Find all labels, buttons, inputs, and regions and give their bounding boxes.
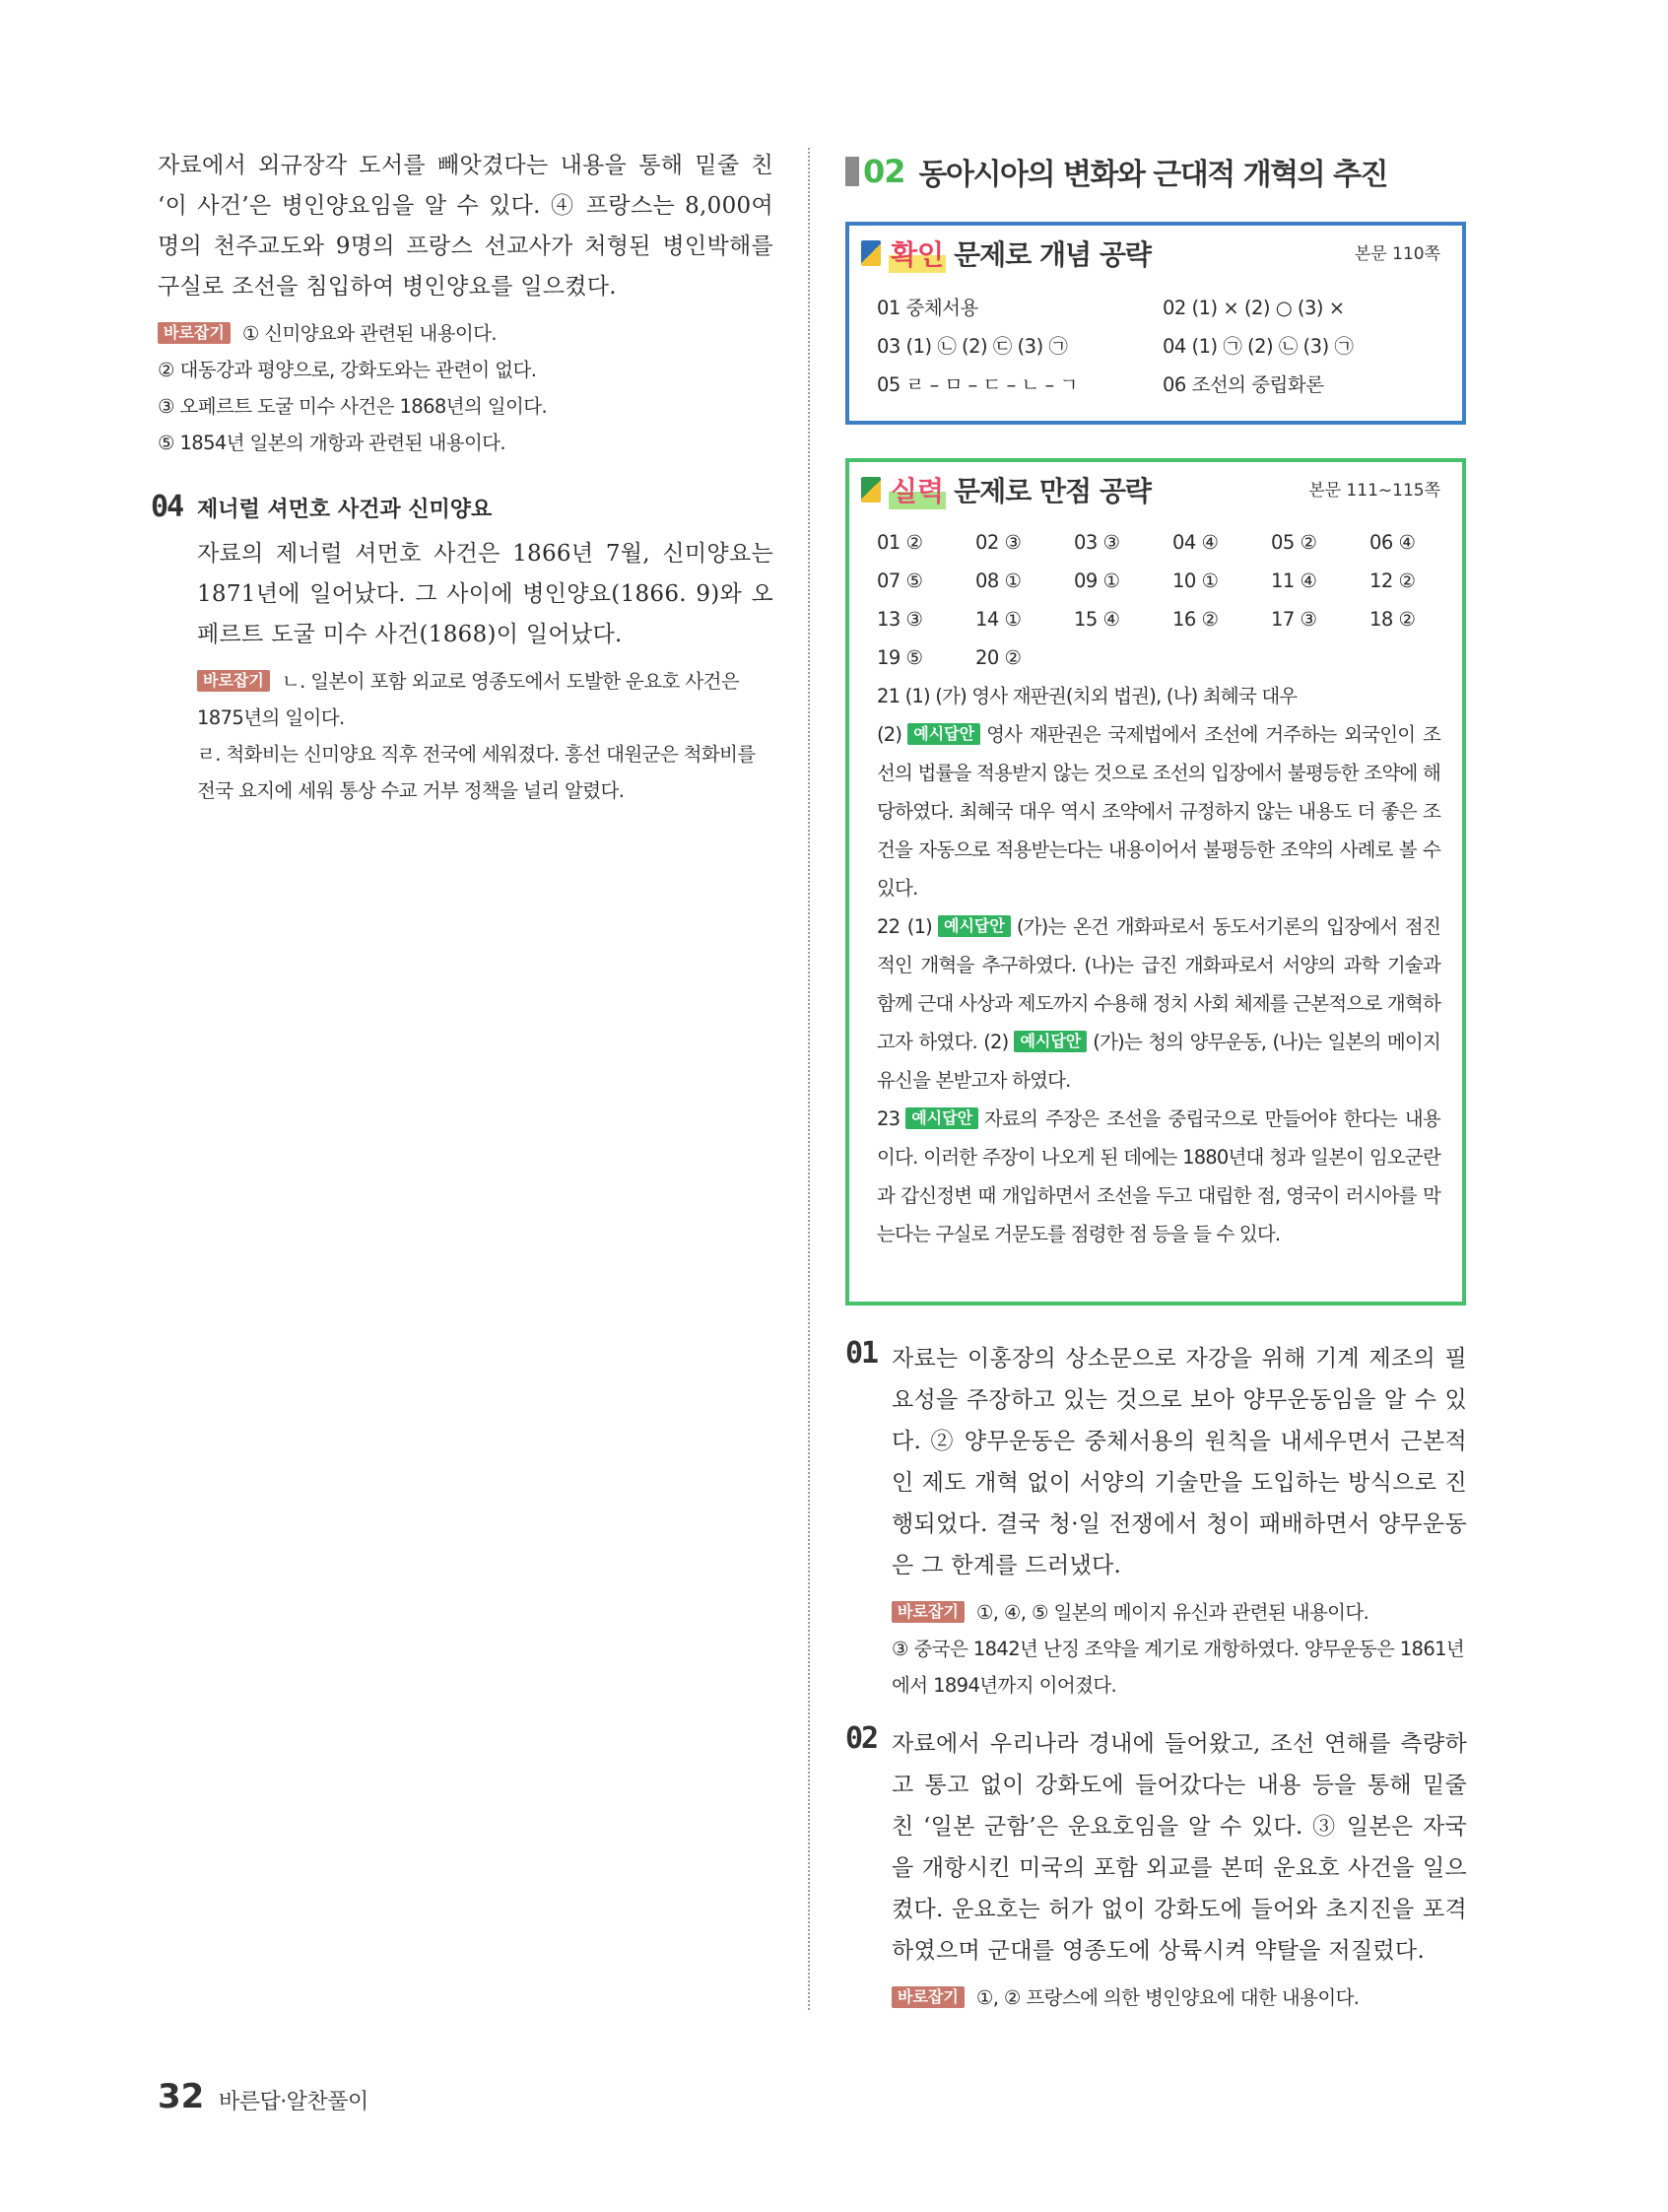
box-highlight: 실력: [889, 470, 946, 509]
question-04-note-2: ㄹ. 척화비는 신미양요 직후 전국에 세워졌다. 흥선 대원군은 척화비를 전국 요지에 세워 통상 수교 거부 정책을 널리 알렸다.: [197, 743, 756, 802]
answer-23: 23 예시답안 자료의 주장은 조선을 중립국으로 만들어야 한다는 내용이다. 이러한 주장이 나오게 된 데에는 1880년대 청과 일본이 임오군란과 갑신정변 때 개입하면서 조선을 두고 대립한 점, 영국이 러시아를 막는다는 구실로 거문도를 점령한 점 등을 들 수 있다.: [877, 1107, 1440, 1245]
box-header: [861, 470, 1151, 509]
correction-tag: 바로잡기: [197, 670, 270, 692]
section-title: [845, 150, 1387, 193]
page-reference: 본문 111~115쪽: [1308, 481, 1440, 501]
question-04-note-1: 바로잡기 ㄴ. 일본이 포함 외교로 영종도에서 도발한 운요호 사건은 1875년의 일이다.: [197, 670, 740, 729]
sample-answer-tag: 예시답안: [938, 915, 1011, 937]
skill-practice-box: [845, 458, 1466, 1306]
pencil-icon: [861, 240, 881, 266]
answer-row: 01 중체서용 02 (1) × (2) ○ (3) ×: [877, 297, 1345, 319]
intro-note-2: ② 대동강과 평양으로, 강화도와는 관련이 없다.: [158, 359, 537, 381]
box-header: [861, 234, 1151, 273]
intro-paragraph: 자료에서 외규장각 도서를 빼앗겼다는 내용을 통해 밑줄 친 ‘이 사건’은 병인양요임을 알 수 있다. ④ 프랑스는 8,000여 명의 천주교도와 9명의 프랑스 선교사가 처형된 병인박해를 구실로 조선을 침입하여 병인양요를 일으켰다.: [158, 153, 773, 300]
answer-row: 07 ⑤ 08 ① 09 ① 10 ① 11 ④ 12 ②: [877, 570, 1416, 592]
question-02: [892, 1723, 1467, 2016]
question-number-04: 04: [151, 490, 183, 524]
question-02-note: 바로잡기 ①, ② 프랑스에 의한 병인양요에 대한 내용이다.: [892, 1979, 1467, 2016]
answer-22: 22 (1) 예시답안 (가)는 온건 개화파로서 동도서기론의 입장에서 점진적인 개혁을 추구하였다. (나)는 급진 개화파로서 서양의 과학 기술과 함께 근대 사상과 제도까지 수용해 정치 사회 체제를 근본적으로 개혁하고자 하였다. (2) 예시답안 (가)는 청의 양무운동, (나)는 일본의 메이지 유신을 본받고자 하였다.: [877, 915, 1440, 1092]
question-number-02: 02: [845, 1721, 878, 1756]
intro-notes: [158, 315, 773, 461]
intro-note-1: 바로잡기 ① 신미양요와 관련된 내용이다.: [158, 315, 773, 352]
page-reference: 본문 110쪽: [1354, 244, 1440, 264]
left-column: [158, 146, 773, 461]
question-number-01: 01: [845, 1336, 878, 1371]
sample-answer-tag: 예시답안: [905, 1107, 978, 1129]
answer-grid: [877, 523, 1468, 677]
question-01: [892, 1338, 1467, 1704]
answer-grid: [877, 289, 1448, 404]
question-01-note-2: ③ 중국은 1842년 난징 조약을 계기로 개항하였다. 양무운동은 1861년에서 1894년까지 이어졌다.: [892, 1638, 1465, 1697]
concept-check-box: [845, 222, 1466, 425]
box-title: 문제로 만점 공략: [954, 475, 1151, 507]
descriptive-answers: [877, 677, 1440, 1253]
answer-21-1: 21 (1) (가) 영사 재판권(치외 법권), (나) 최혜국 대우: [877, 685, 1298, 707]
correction-tag: 바로잡기: [892, 1986, 965, 2008]
answer-row: 13 ③ 14 ① 15 ④ 16 ② 17 ③ 18 ②: [877, 608, 1416, 631]
intro-note-4: ⑤ 1854년 일본의 개항과 관련된 내용이다.: [158, 432, 506, 454]
column-divider: [808, 148, 810, 2010]
title-block-icon: [845, 157, 859, 186]
answer-row: 03 (1) ㉡ (2) ㉢ (3) ㉠ 04 (1) ㉠ (2) ㉡ (3) ㉠: [877, 335, 1354, 358]
section-number: 02: [863, 153, 905, 190]
question-02-paragraph: 자료에서 우리나라 경내에 들어왔고, 조선 연해를 측량하고 통고 없이 강화도에 들어갔다는 내용 등을 통해 밑줄 친 ‘일본 군함’은 운요호임을 알 수 있다. ③ 일본은 자국을 개항시킨 미국의 포함 외교를 본떠 운요호 사건을 일으켰다. 운요호는 허가 없이 강화도에 들어와 초지진을 포격하였으며 군대를 영종도에 상륙시켜 약탈을 저질렀다.: [892, 1731, 1467, 1964]
answer-row: 19 ⑤ 20 ②: [877, 646, 1022, 669]
correction-tag: 바로잡기: [892, 1601, 965, 1623]
footer-label: 바른답·알찬풀이: [219, 2090, 368, 2114]
question-01-note-1: 바로잡기 ①, ④, ⑤ 일본의 메이지 유신과 관련된 내용이다.: [892, 1594, 1467, 1631]
question-01-paragraph: 자료는 이홍장의 상소문으로 자강을 위해 기계 제조의 필요성을 주장하고 있는 것으로 보아 양무운동임을 알 수 있다. ② 양무운동은 중체서용의 원칙을 내세우면서 근본적인 제도 개혁 없이 서양의 기술만을 도입하는 방식으로 진행되었다. 결국 청·일 전쟁에서 청이 패배하면서 양무운동은 그 한계를 드러냈다.: [892, 1346, 1467, 1578]
box-title: 문제로 개념 공략: [954, 238, 1151, 271]
answer-21-2: (2) 예시답안 영사 재판권은 국제법에서 조선에 거주하는 외국인이 조선의 법률을 적용받지 않는 것으로 조선의 입장에서 불평등한 조약에 해당하였다. 최혜국 대우 역시 조약에서 규정하지 않는 내용도 더 좋은 조건을 자동으로 적용받는다는 내용이어서 불평등한 조약의 사례로 볼 수 있다.: [877, 723, 1440, 900]
intro-note-3: ③ 오페르트 도굴 미수 사건은 1868년의 일이다.: [158, 395, 548, 418]
question-04-paragraph: 자료의 제너럴 셔먼호 사건은 1866년 7월, 신미양요는 1871년에 일어났다. 그 사이에 병인양요(1866. 9)와 오페르트 도굴 미수 사건(1868)이 일어났다.: [197, 541, 773, 647]
sample-answer-tag: 예시답안: [907, 723, 980, 745]
pencil-icon: [861, 477, 881, 503]
correction-tag: 바로잡기: [158, 322, 231, 344]
answer-row: 01 ② 02 ③ 03 ③ 04 ④ 05 ② 06 ④: [877, 531, 1416, 554]
page-number: 32: [158, 2077, 205, 2116]
sample-answer-tag: 예시답안: [1014, 1031, 1087, 1052]
box-highlight: 확인: [889, 234, 946, 273]
section-title-text: 동아시아의 변화와 근대적 개혁의 추진: [918, 158, 1387, 192]
question-04: [197, 493, 773, 809]
answer-row: 05 ㄹ – ㅁ – ㄷ – ㄴ – ㄱ 06 조선의 중립화론: [877, 373, 1324, 396]
question-04-title: 제너럴 셔먼호 사건과 신미양요: [197, 498, 493, 522]
